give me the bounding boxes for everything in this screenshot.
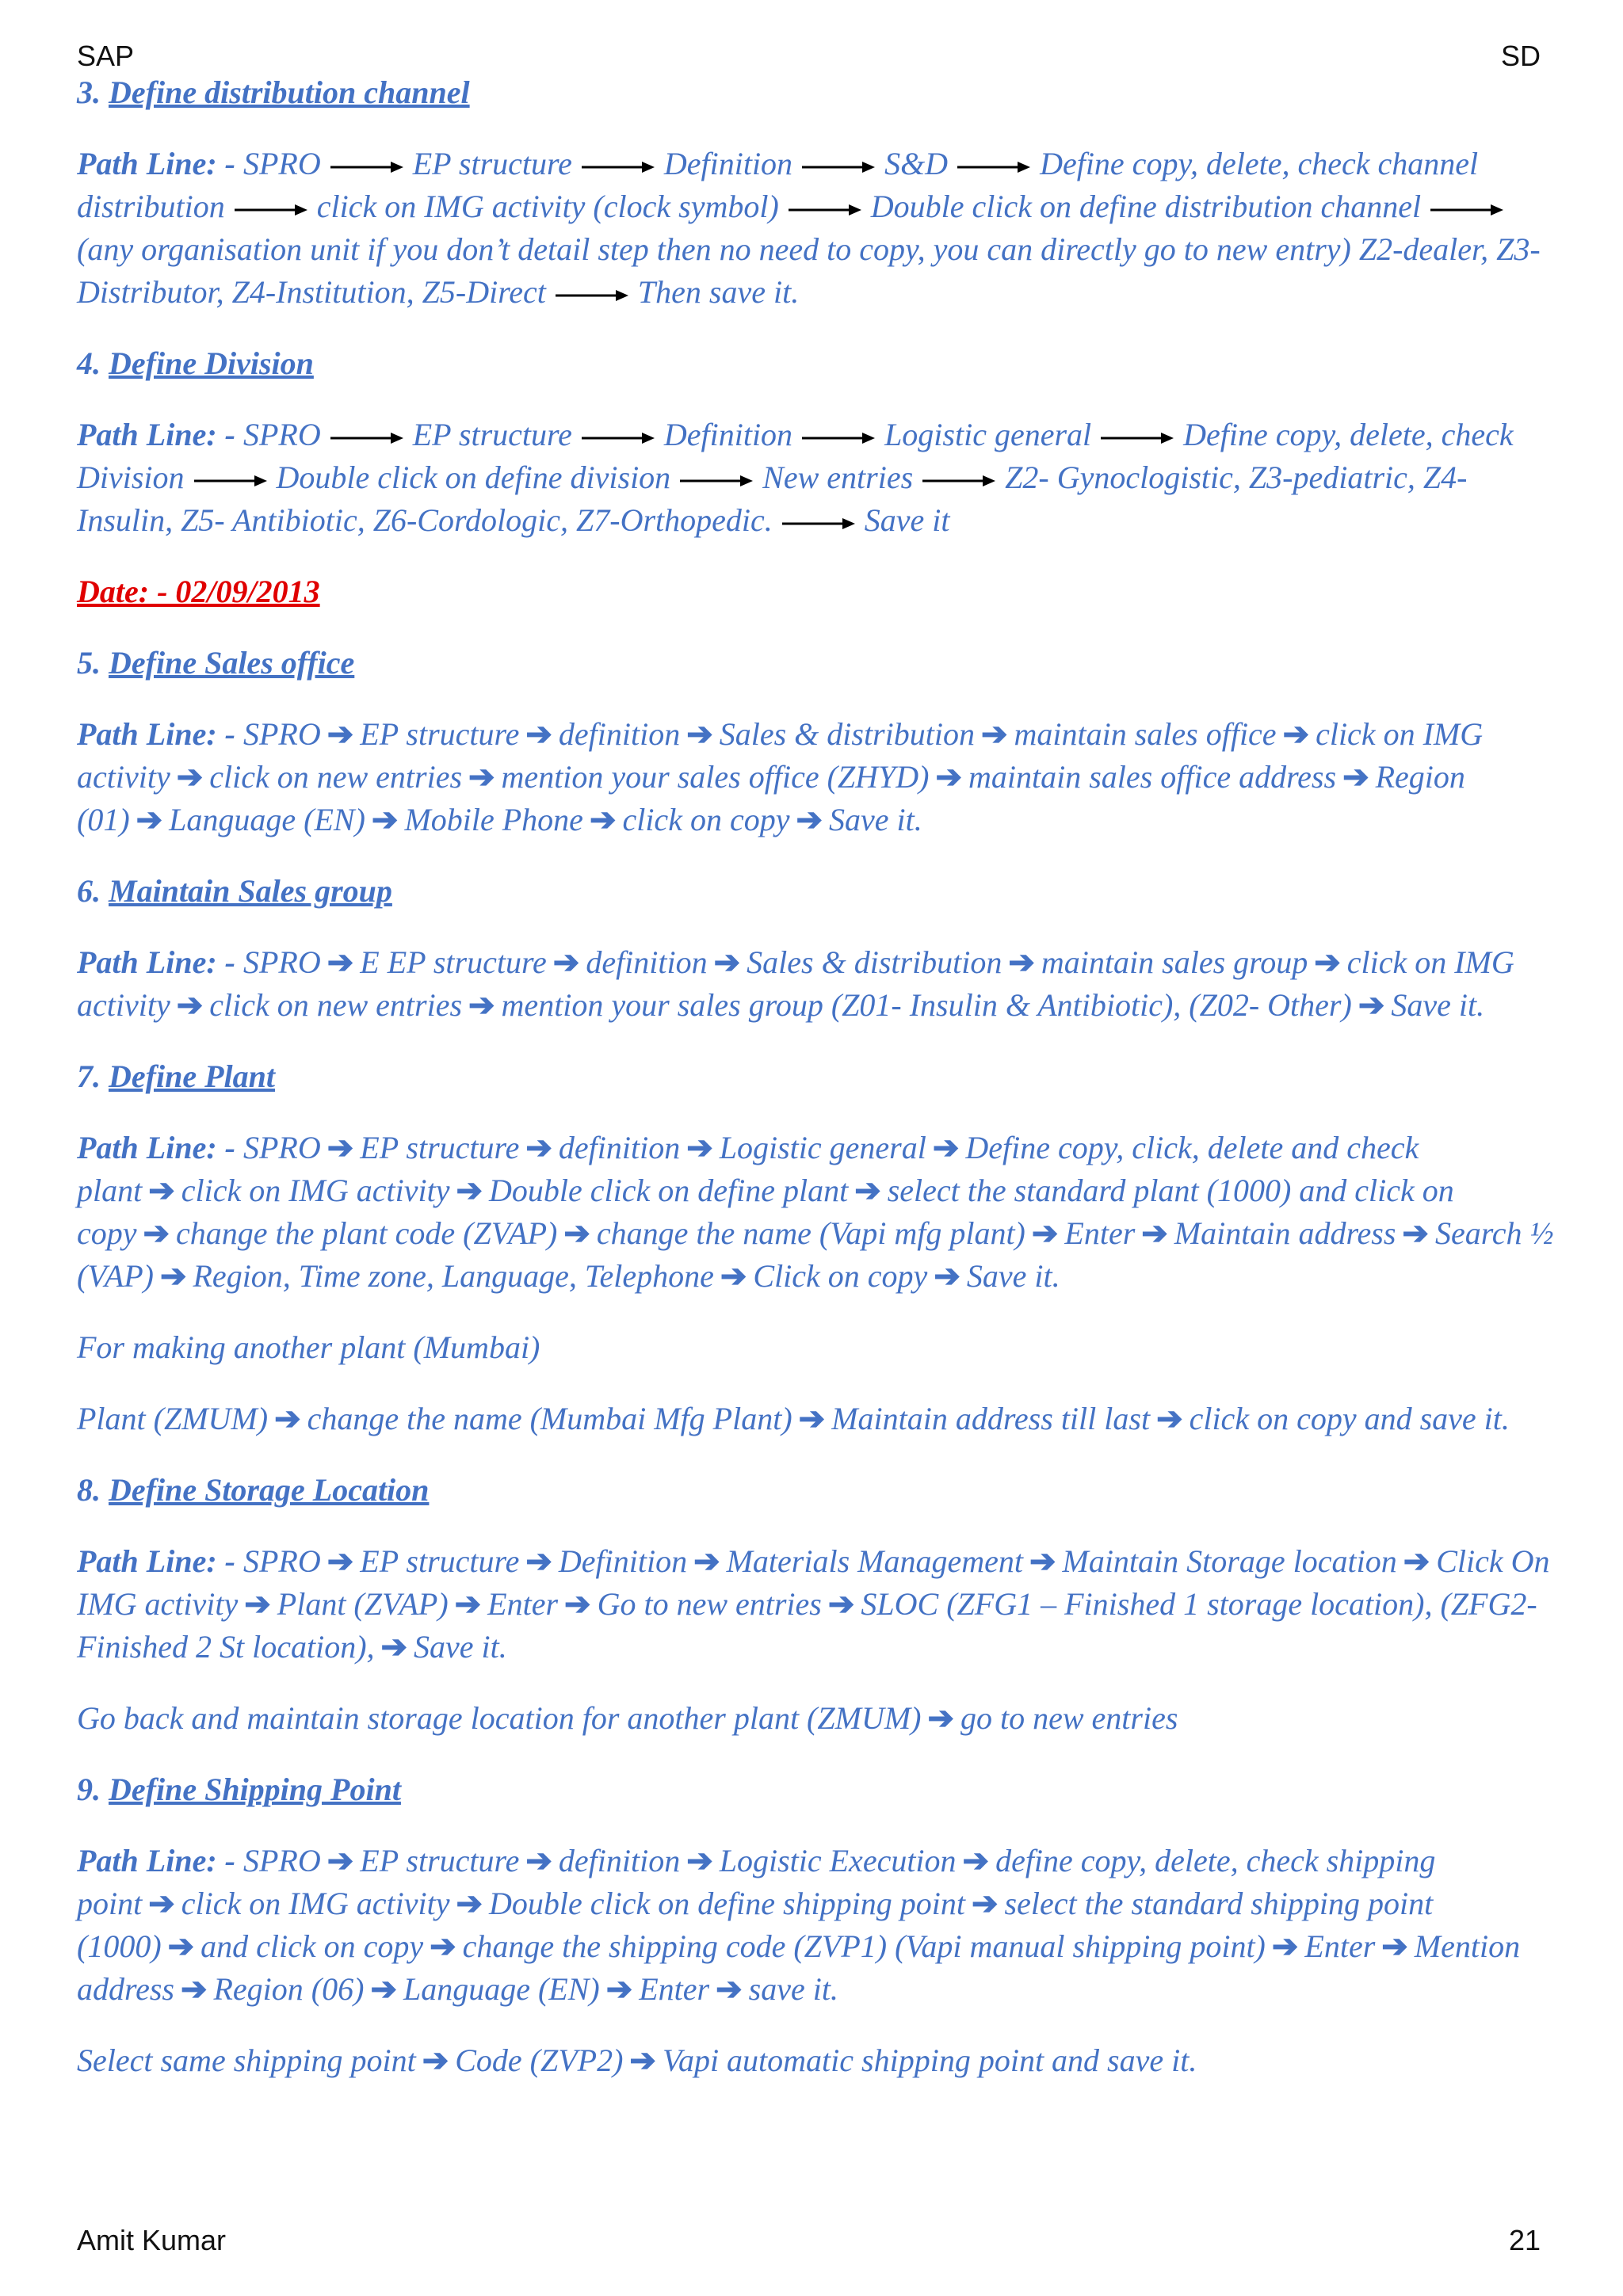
arrow-icon: ➔ <box>713 944 741 980</box>
arrow-icon: ➔ <box>456 1886 483 1921</box>
path-step: and click on copy <box>200 1928 424 1964</box>
arrow-icon: ➔ <box>972 1886 999 1921</box>
path-step: change the name (Mumbai Mfg Plant) <box>307 1401 792 1436</box>
arrow-icon: ➔ <box>167 1928 195 1964</box>
path-step: Double click on define distribution channel <box>870 189 1422 224</box>
arrow-icon: ➔ <box>720 1258 747 1294</box>
path-step: Enter <box>639 1971 710 2007</box>
path-line-label: Path Line: - <box>77 146 243 181</box>
path-step: Define copy, click, delete and check plant <box>77 1130 1419 1208</box>
long-arrow-icon <box>781 516 857 532</box>
long-arrow-icon <box>1099 430 1175 446</box>
path-step: Double click on define shipping point <box>489 1886 965 1921</box>
long-arrow-icon <box>678 473 754 489</box>
path-line-label: Path Line: - <box>77 1843 243 1878</box>
path-step: mention your sales office (ZHYD) <box>501 759 930 795</box>
section-5-path <box>77 713 1559 841</box>
section-9-title <box>77 1768 1559 1811</box>
path-step: definition <box>558 1130 681 1165</box>
path-step: click on new entries <box>209 987 463 1023</box>
path-step: SPRO <box>242 1543 321 1579</box>
path-step: go to new entries <box>960 1700 1178 1736</box>
path-step: EP structure <box>360 1130 520 1165</box>
path-step: Plant (ZMUM) <box>77 1401 269 1436</box>
section-heading: Define Shipping Point <box>109 1772 401 1807</box>
section-7-title <box>77 1055 1559 1098</box>
arrow-icon: ➔ <box>980 716 1008 752</box>
arrow-icon: ➔ <box>180 1971 208 2007</box>
arrow-icon: ➔ <box>854 1173 881 1208</box>
path-step: Save it. <box>414 1629 507 1665</box>
path-step: Definition <box>663 146 793 181</box>
arrow-icon: ➔ <box>798 1401 826 1436</box>
long-arrow-icon <box>554 288 630 303</box>
path-step: Sales & distribution <box>719 716 975 752</box>
header-left: SAP <box>77 40 135 72</box>
long-arrow-icon <box>580 430 656 446</box>
path-step: Maintain address <box>1174 1215 1396 1251</box>
path-step: Language (EN) <box>169 802 365 837</box>
path-step: mention your sales group (Z01- Insulin & Antibiotic), (Z02- Other) <box>501 987 1352 1023</box>
arrow-icon: ➔ <box>1271 1928 1299 1964</box>
section-5-title <box>77 642 1559 685</box>
arrow-icon: ➔ <box>1403 1543 1430 1579</box>
arrow-icon: ➔ <box>380 1629 408 1665</box>
arrow-icon: ➔ <box>1402 1215 1429 1251</box>
long-arrow-icon <box>800 430 876 446</box>
arrow-icon: ➔ <box>176 759 204 795</box>
path-step: Go to new entries <box>597 1586 822 1622</box>
path-step: click on IMG activity (clock symbol) <box>316 189 779 224</box>
page-number: 21 <box>1508 2224 1541 2256</box>
path-step: Enter <box>1064 1215 1136 1251</box>
path-step: EP structure <box>360 1843 520 1878</box>
path-step: change the shipping code (ZVP1) (Vapi manual shipping point) <box>462 1928 1266 1964</box>
arrow-icon: ➔ <box>686 1130 713 1165</box>
section-6-path <box>77 941 1559 1027</box>
long-arrow-icon <box>233 202 309 218</box>
section-6-title <box>77 870 1559 913</box>
long-arrow-icon <box>956 159 1032 175</box>
section-7-path <box>77 1127 1559 1298</box>
arrow-icon: ➔ <box>468 759 495 795</box>
path-step: Region (06) <box>213 1971 365 2007</box>
arrow-icon: ➔ <box>327 944 354 980</box>
path-step: click on copy <box>622 802 790 837</box>
path-step: SPRO <box>242 417 321 452</box>
arrow-icon: ➔ <box>143 1215 170 1251</box>
section-8-extra-path <box>77 1697 1559 1740</box>
path-step: change the plant code (ZVAP) <box>176 1215 558 1251</box>
long-arrow-icon <box>921 473 997 489</box>
path-step: Then save it. <box>637 274 800 310</box>
arrow-icon: ➔ <box>796 802 823 837</box>
long-arrow-icon <box>329 159 405 175</box>
section-heading: Define Sales office <box>109 645 355 681</box>
long-arrow-icon <box>193 473 269 489</box>
section-heading: Define Division <box>109 345 314 381</box>
arrow-icon: ➔ <box>1342 759 1369 795</box>
arrow-icon: ➔ <box>327 1130 354 1165</box>
arrow-icon: ➔ <box>1031 1215 1059 1251</box>
path-line-label: Path Line: - <box>77 1543 243 1579</box>
path-step: EP structure <box>412 417 572 452</box>
section-number: 5. <box>77 645 101 681</box>
path-step: Select same shipping point <box>77 2042 416 2078</box>
arrow-icon: ➔ <box>1008 944 1035 980</box>
long-arrow-icon <box>1429 202 1505 218</box>
long-arrow-icon <box>329 430 405 446</box>
path-step: Mention address <box>77 1928 1521 2007</box>
section-number: 4. <box>77 345 101 381</box>
arrow-icon: ➔ <box>525 716 552 752</box>
path-step: Vapi automatic shipping point and save it. <box>662 2042 1197 2078</box>
section-9-path <box>77 1840 1559 2011</box>
arrow-icon: ➔ <box>686 1843 713 1878</box>
arrow-icon: ➔ <box>454 1586 482 1622</box>
path-step: maintain sales group <box>1041 944 1308 980</box>
path-step: Save it. <box>1391 987 1485 1023</box>
section-number: 7. <box>77 1058 101 1094</box>
path-step: Click On IMG activity <box>77 1543 1550 1622</box>
path-step: Sales & distribution <box>747 944 1002 980</box>
path-step: click on IMG activity <box>77 944 1514 1023</box>
path-step: definition <box>558 1843 681 1878</box>
path-step: Search ½ (VAP) <box>77 1215 1554 1294</box>
arrow-icon: ➔ <box>327 716 354 752</box>
footer-author: Amit Kumar <box>77 2224 227 2256</box>
arrow-icon: ➔ <box>1381 1928 1408 1964</box>
path-line-label: Path Line: - <box>77 1130 243 1165</box>
arrow-icon: ➔ <box>716 1971 743 2007</box>
section-number: 3. <box>77 74 101 110</box>
path-step: click on IMG activity <box>77 716 1484 795</box>
path-step: Z2- Gynoclogistic, Z3-pediatric, Z4-Insulin, Z5- Antibiotic, Z6-Cordologic, Z7-Orthopedic. <box>77 460 1468 538</box>
document-body <box>77 71 1559 2082</box>
arrow-icon: ➔ <box>148 1886 175 1921</box>
path-step: maintain sales office <box>1014 716 1277 752</box>
section-9-extra-path <box>77 2039 1559 2082</box>
path-step: (any organisation unit if you don’t detail step then no need to copy, you can directly go to new entry) Z2-dealer, Z3-Distributor, Z4-Institution, Z5-Direct <box>77 231 1541 310</box>
arrow-icon: ➔ <box>563 1215 590 1251</box>
path-step: click on IMG activity <box>181 1886 450 1921</box>
path-step: change the name (Vapi mfg plant) <box>596 1215 1025 1251</box>
arrow-icon: ➔ <box>525 1130 552 1165</box>
long-arrow-icon <box>580 159 656 175</box>
path-step: Enter <box>1304 1928 1376 1964</box>
section-heading: Maintain Sales group <box>109 873 392 909</box>
section-3-title <box>77 71 1559 114</box>
path-step: click on IMG activity <box>181 1173 450 1208</box>
arrow-icon: ➔ <box>1029 1543 1056 1579</box>
path-step: SPRO <box>242 716 321 752</box>
path-step: Save it <box>864 502 950 538</box>
path-step: select the standard shipping point (1000) <box>77 1886 1434 1964</box>
path-step: define copy, delete, check shipping point <box>77 1843 1436 1921</box>
arrow-icon: ➔ <box>934 1258 960 1294</box>
arrow-icon: ➔ <box>1358 987 1385 1023</box>
path-step: Click on copy <box>753 1258 928 1294</box>
arrow-icon: ➔ <box>371 802 399 837</box>
path-step: Save it. <box>828 802 922 837</box>
path-step: Maintain Storage location <box>1062 1543 1397 1579</box>
arrow-icon: ➔ <box>589 802 617 837</box>
date-heading: Date: - 02/09/2013 <box>77 574 320 609</box>
arrow-icon: ➔ <box>525 1543 552 1579</box>
path-step: Go back and maintain storage location for another plant (ZMUM) <box>77 1700 922 1736</box>
path-step: Double click on define plant <box>489 1173 849 1208</box>
path-step: Language (EN) <box>403 1971 600 2007</box>
section-heading: Define Plant <box>109 1058 275 1094</box>
path-step: Definition <box>558 1543 688 1579</box>
arrow-icon: ➔ <box>932 1130 960 1165</box>
arrow-icon: ➔ <box>827 1586 855 1622</box>
section-number: 9. <box>77 1772 101 1807</box>
path-step: SLOC (ZFG1 – Finished 1 storage location), (ZFG2- Finished 2 St location), <box>77 1586 1537 1665</box>
path-step: Maintain address till last <box>831 1401 1151 1436</box>
long-arrow-icon <box>787 202 863 218</box>
path-step: SPRO <box>242 1130 321 1165</box>
arrow-icon: ➔ <box>935 759 963 795</box>
arrow-icon: ➔ <box>430 1928 456 1964</box>
section-number: 8. <box>77 1472 101 1508</box>
arrow-icon: ➔ <box>552 944 580 980</box>
arrow-icon: ➔ <box>1282 716 1310 752</box>
arrow-icon: ➔ <box>244 1586 271 1622</box>
path-line-label: Path Line: - <box>77 716 243 752</box>
arrow-icon: ➔ <box>564 1586 591 1622</box>
path-step: Logistic general <box>884 417 1092 452</box>
section-7-note: For making another plant (Mumbai) <box>77 1329 540 1365</box>
path-step: EP structure <box>360 716 520 752</box>
path-step: Mobile Phone <box>404 802 583 837</box>
arrow-icon: ➔ <box>1314 944 1341 980</box>
header-right: SD <box>1500 40 1541 72</box>
arrow-icon: ➔ <box>525 1843 552 1878</box>
path-step: Code (ZVP2) <box>455 2042 624 2078</box>
arrow-icon: ➔ <box>629 2042 656 2078</box>
path-step: select the standard plant (1000) and click on copy <box>77 1173 1454 1251</box>
arrow-icon: ➔ <box>693 1543 720 1579</box>
path-step: Define copy, delete, check channel distribution <box>77 146 1479 224</box>
path-step: Save it. <box>966 1258 1060 1294</box>
arrow-icon: ➔ <box>176 987 204 1023</box>
arrow-icon: ➔ <box>468 987 495 1023</box>
path-step: EP structure <box>412 146 572 181</box>
section-heading: Define distribution channel <box>109 74 470 110</box>
path-step: EP structure <box>360 1543 520 1579</box>
section-4-title <box>77 342 1559 385</box>
path-step: Region, Time zone, Language, Telephone <box>193 1258 714 1294</box>
long-arrow-icon <box>800 159 876 175</box>
section-heading: Define Storage Location <box>109 1472 430 1508</box>
arrow-icon: ➔ <box>686 716 713 752</box>
section-4-path <box>77 414 1559 542</box>
arrow-icon: ➔ <box>1141 1215 1168 1251</box>
path-step: SPRO <box>242 146 321 181</box>
section-3-path <box>77 143 1559 314</box>
path-step: click on new entries <box>209 759 463 795</box>
arrow-icon: ➔ <box>159 1258 187 1294</box>
arrow-icon: ➔ <box>274 1401 301 1436</box>
path-step: definition <box>586 944 708 980</box>
path-step: S&D <box>884 146 949 181</box>
path-line-label: Path Line: - <box>77 417 243 452</box>
arrow-icon: ➔ <box>962 1843 990 1878</box>
path-step: Enter <box>487 1586 559 1622</box>
arrow-icon: ➔ <box>422 2042 449 2078</box>
section-7-mumbai-path <box>77 1398 1559 1440</box>
path-step: Double click on define division <box>276 460 671 495</box>
arrow-icon: ➔ <box>927 1700 954 1736</box>
arrow-icon: ➔ <box>327 1843 354 1878</box>
section-number: 6. <box>77 873 101 909</box>
path-step: Logistic general <box>719 1130 926 1165</box>
path-step: Define copy, delete, check Division <box>77 417 1514 495</box>
section-8-path <box>77 1540 1559 1669</box>
path-step: E EP structure <box>360 944 547 980</box>
arrow-icon: ➔ <box>136 802 163 837</box>
section-8-title <box>77 1469 1559 1512</box>
path-step: Materials Management <box>726 1543 1023 1579</box>
path-step: maintain sales office address <box>968 759 1337 795</box>
path-step: New entries <box>762 460 914 495</box>
path-step: Definition <box>663 417 793 452</box>
path-step: Logistic Execution <box>719 1843 957 1878</box>
path-step: definition <box>558 716 681 752</box>
arrow-icon: ➔ <box>370 1971 397 2007</box>
path-step: save it. <box>748 1971 838 2007</box>
path-step: click on copy and save it. <box>1189 1401 1510 1436</box>
path-step: Plant (ZVAP) <box>277 1586 449 1622</box>
path-line-label: Path Line: - <box>77 944 243 980</box>
path-step: SPRO <box>242 944 321 980</box>
arrow-icon: ➔ <box>327 1543 354 1579</box>
arrow-icon: ➔ <box>605 1971 633 2007</box>
arrow-icon: ➔ <box>1156 1401 1183 1436</box>
arrow-icon: ➔ <box>456 1173 483 1208</box>
arrow-icon: ➔ <box>148 1173 175 1208</box>
path-step: SPRO <box>242 1843 321 1878</box>
path-step: Region (01) <box>77 759 1465 837</box>
